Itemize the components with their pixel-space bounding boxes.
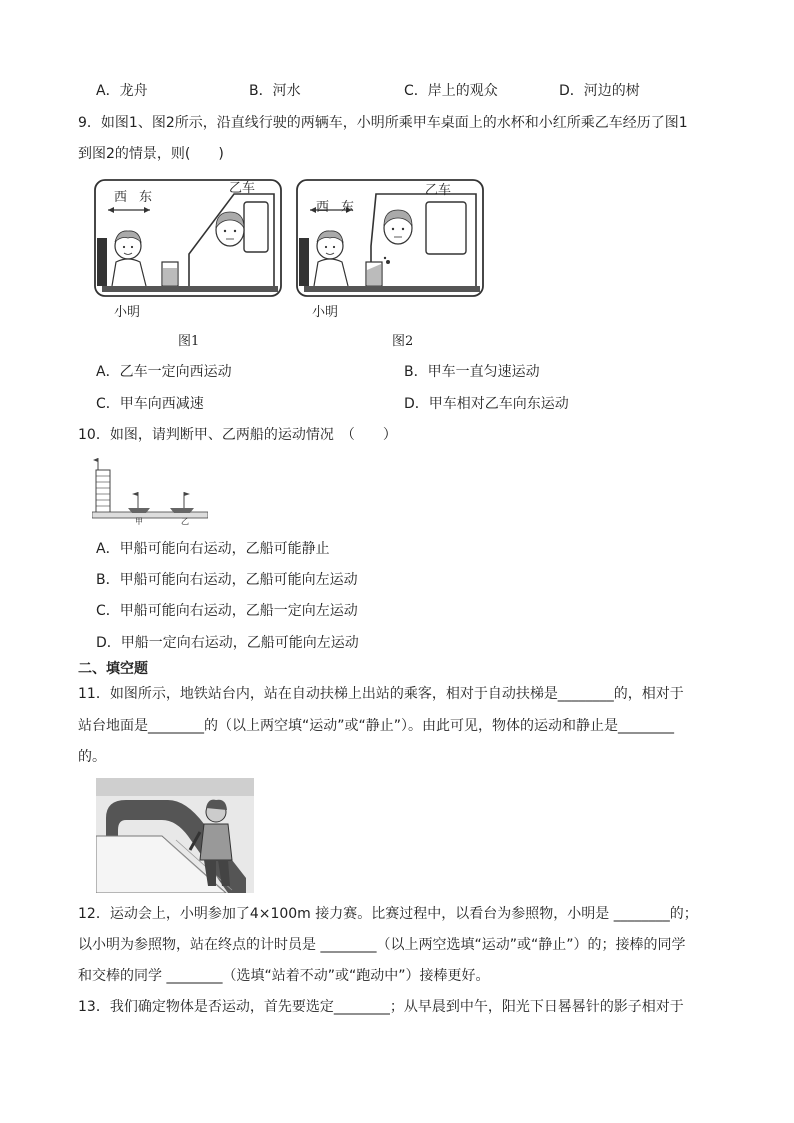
q11-line3: 的。 <box>78 749 106 765</box>
fig1-dir-west: 西 <box>114 190 128 205</box>
q8-option-a: A．龙舟 <box>96 83 148 99</box>
q10-option-d: D．甲船一定向右运动，乙船可能向左运动 <box>96 635 359 651</box>
q9-stem-line1: 9．如图1、图2所示，沿直线行驶的两辆车，小明所乘甲车桌面上的水杯和小红所乘乙车经历了图1 <box>78 115 688 131</box>
fig1-caption: 图1 <box>178 334 200 349</box>
fig2-caption: 图2 <box>392 334 414 349</box>
q10-boat-label-yi: 乙 <box>181 517 189 526</box>
fig1-dir-east: 东 <box>139 190 153 205</box>
q12-line2: 以小明为参照物，站在终点的计时员是 ________（以上两空选填“运动”或“静止”）的；接棒的同学 <box>78 937 686 953</box>
fig1-car-label: 乙车 <box>229 181 256 196</box>
q10-figure <box>92 456 208 528</box>
q10-option-b: B．甲船可能向右运动，乙船可能向左运动 <box>96 572 358 588</box>
q8-option-c: C．岸上的观众 <box>404 83 498 99</box>
fig2-car-label: 乙车 <box>425 183 452 198</box>
q8-option-d: D．河边的树 <box>559 83 640 99</box>
fig2-dir-east: 东 <box>341 200 355 215</box>
q10-option-c: C．甲船可能向右运动，乙船一定向左运动 <box>96 603 358 619</box>
q13-line1: 13．我们确定物体是否运动，首先要选定________；从早晨到中午，阳光下日晷晷针的影子相对于 <box>78 999 684 1015</box>
q8-option-b: B．河水 <box>249 83 301 99</box>
q10-boat-label-jia: 甲 <box>135 517 143 526</box>
q9-figure-2 <box>296 176 488 300</box>
fig2-person-label: 小明 <box>312 305 339 320</box>
q11-line2: 站台地面是________的（以上两空填“运动”或“静止”）。由此可见，物体的运动和静止是________ <box>78 718 675 734</box>
q9-stem-line2: 到图2的情景，则( ) <box>78 146 224 162</box>
q9-option-a: A．乙车一定向西运动 <box>96 364 232 380</box>
q12-line3: 和交棒的同学 ________（选填“站着不动”或“跑动中”）接棒更好。 <box>78 968 490 984</box>
q9-option-d: D．甲车相对乙车向东运动 <box>404 396 569 412</box>
fig2-dir-west: 西 <box>316 200 330 215</box>
q9-option-c: C．甲车向西减速 <box>96 396 204 412</box>
q11-line1: 11．如图所示，地铁站台内，站在自动扶梯上出站的乘客，相对于自动扶梯是________的，相对于 <box>78 686 684 702</box>
section-title-fill-in: 二、填空题 <box>78 661 148 677</box>
fig1-person-label: 小明 <box>114 305 141 320</box>
q11-escalator-figure <box>96 778 254 893</box>
q9-option-b: B．甲车一直匀速运动 <box>404 364 540 380</box>
q10-option-a: A．甲船可能向右运动，乙船可能静止 <box>96 541 330 557</box>
q10-stem: 10．如图，请判断甲、乙两船的运动情况 （ ） <box>78 427 397 443</box>
q12-line1: 12．运动会上，小明参加了4×100m 接力赛。比赛过程中，以看台为参照物，小明是 ________的； <box>78 906 698 922</box>
